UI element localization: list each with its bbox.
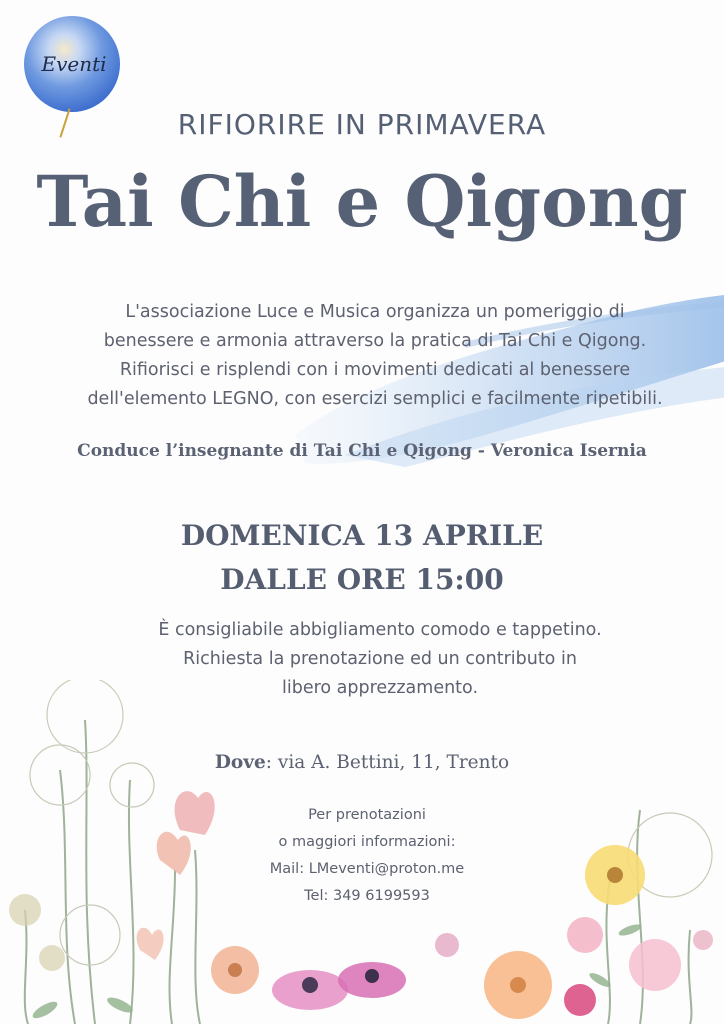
location-address: : via A. Bettini, 11, Trento [265,752,510,773]
intro-line: Rifiorisci e risplendi con i movimenti dedicati al benessere [119,360,631,380]
advice-line: È consigliabile abbigliamento comodo e tappetino. [158,620,602,640]
contact-email[interactable]: Mail: LMeventi@proton.me [269,861,465,877]
intro-line: benessere e armonia attraverso la pratica di Tai Chi e Qigong. [103,331,647,351]
page-title: Tai Chi e Qigong [36,160,688,243]
subtitle: RIFIORIRE IN PRIMAVERA [177,108,547,141]
logo [24,16,120,112]
contact-line: Per prenotazioni [308,807,426,823]
intro-line: dell'elemento LEGNO, con esercizi semplici e facilmente ripetibili. [87,389,663,409]
logo-text: Eventi [41,52,107,76]
teacher-line: Conduce l’insegnante di Tai Chi e Qigong - Veronica Isernia [77,441,647,461]
event-date: DOMENICA 13 APRILE [180,519,544,552]
advice-line: libero apprezzamento. [281,678,479,698]
contact-info [217,802,517,910]
contact-line: o maggiori informazioni: [278,834,456,850]
intro-line: L'associazione Luce e Musica organizza un pomeriggio di [125,302,625,322]
intro-paragraph [70,298,680,414]
location-label: Dove [214,752,266,773]
event-datetime [0,514,724,602]
event-time: DALLE ORE 15:00 [220,563,504,596]
contact-phone[interactable]: Tel: 349 6199593 [304,888,430,904]
advice-line: Richiesta la prenotazione ed un contributo in [183,649,577,669]
